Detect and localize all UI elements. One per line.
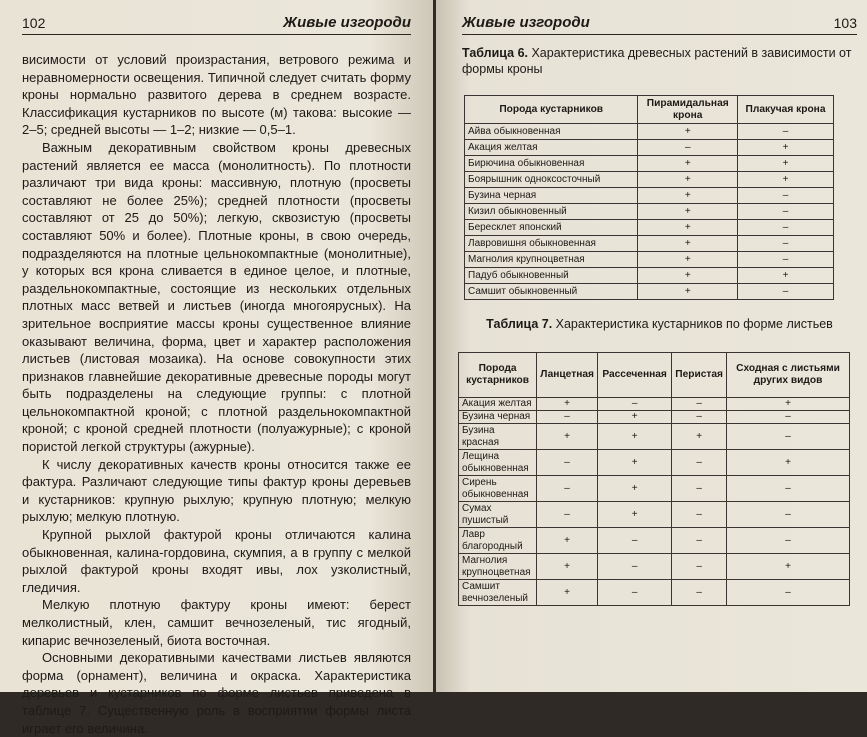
table-cell-mark: + [638,236,738,252]
table7-header: Рассеченная [597,353,671,398]
table-cell-mark: – [727,411,850,424]
table-row [459,411,850,424]
table-cell-mark: – [537,450,598,476]
table-cell-mark: – [727,580,850,606]
table-cell-mark: + [727,398,850,411]
table-cell-mark: + [638,252,738,268]
table-cell-name: Боярышник одноксосточный [465,172,638,188]
table-cell-mark: + [638,172,738,188]
table7 [458,352,850,606]
table-cell-name: Магнолия крупноцветная [465,252,638,268]
table-cell-name: Бирючина обыкновенная [465,156,638,172]
table6-body [465,124,834,300]
table-cell-mark: + [597,450,671,476]
table-row [459,502,850,528]
table-cell-mark: – [727,476,850,502]
table7-body [459,398,850,606]
table6-header: Пирамидальная крона [638,96,738,124]
paragraph: Крупной рыхлой фактурой кроны отличаются калина обыкновенная, калина-гордовина, скумпия, а в группу с мелкой рыхлой фактурой кроны входят ивы, лох узколистный, гледичия. [22,527,411,595]
paragraph: Важным декоративным свойством кроны древесных растений является ее масса (монолитность). По плотности различают три вида кроны: массивную, плотную (просветы составляют не более 25%); средней плотности (просветы составляют от 25 до 50%); легкую, сквозистую (просветы составляют 50% и более). Плотные кроны, в свою очередь, подразделяются на плотные цельнокомпактные (монолитные), у которых вся крона сливается в единое целое, и плотные, раздельнокомпактные, состоящие из нескольких отдельных плотных масс ветвей и листьев (иногда многоярусных). На зрительное восприятие массы кроны существенное влияние оказывают величина, форма, цвет и характер расположения листьев (листовая мозаика). На основе совокупности этих признаков главнейшие декоративные древесные породы могут быть подразделены на следующие группы: с плотной цельнокомпактной кроной; с плотной раздельнокомпактной кроной; с кроной средней плотности (полуажурные); с кроной пористой легкой структуры (ажурные). [22,139,411,455]
table6-caption [462,45,857,77]
table-cell-mark: + [738,140,834,156]
table-cell-mark: – [727,424,850,450]
table-cell-name: Сумах пушистый [459,502,537,528]
table-cell-mark: – [672,528,727,554]
table-cell-mark: – [727,528,850,554]
table-cell-name: Бузина красная [459,424,537,450]
table6 [464,95,834,300]
right-page-number: 103 [833,15,857,31]
paragraph: Основными декоративными качествами листьев являются форма (орнамент), величина и окраска. Характеристика деревьев и кустарников по форме листьев приведена в таблице 7. Существенную роль в восприятии формы листа играет его величина. [22,650,411,736]
table-cell-mark: – [672,411,727,424]
table-cell-mark: + [738,156,834,172]
table-cell-mark: – [537,476,598,502]
table-cell-mark: + [597,411,671,424]
table-row [459,424,850,450]
table6-header: Плакучая крона [738,96,834,124]
table-cell-name: Падуб обыкновенный [465,268,638,284]
table-cell-mark: – [738,252,834,268]
right-page [436,0,867,692]
paragraph: висимости от условий произрастания, ветрового режима и неравномерности освещения. Типичной следует считать форму кроны нормально развитого дерева в среднем возрасте. Классификация кустарников по высоте (м) такова: высокие — 2–5; средней высоты — 1–2; низкие — 0,5–1. [22,52,411,138]
table-cell-mark: + [672,424,727,450]
table-cell-mark: + [597,424,671,450]
table-cell-mark: – [537,411,598,424]
table-row [465,236,834,252]
table-cell-mark: + [597,476,671,502]
table-row [465,252,834,268]
left-running-title: Живые изгороди [283,14,411,31]
left-body-text [22,51,411,737]
table6-header: Порода кустарников [465,96,638,124]
table-cell-mark: – [597,528,671,554]
table-cell-mark: + [638,220,738,236]
table-row [465,284,834,300]
table-cell-mark: + [727,450,850,476]
table-row [465,268,834,284]
table-cell-name: Самшит вечнозеленый [459,580,537,606]
table-row [459,528,850,554]
table-row [459,398,850,411]
table-cell-name: Бересклет японский [465,220,638,236]
table-cell-mark: + [638,188,738,204]
table-cell-name: Лавровишня обыкновенная [465,236,638,252]
table7-caption [462,316,857,332]
table-cell-mark: – [738,284,834,300]
table-cell-mark: + [727,554,850,580]
table-cell-mark: – [537,502,598,528]
right-running-title: Живые изгороди [462,14,590,31]
table6-caption-label: Таблица 6. [462,46,528,60]
table-cell-mark: – [672,476,727,502]
table-cell-mark: – [672,398,727,411]
table-cell-mark: – [597,554,671,580]
table7-caption-label: Таблица 7. [486,317,553,331]
table-cell-mark: – [738,204,834,220]
table-row [459,450,850,476]
table-row [465,140,834,156]
table-cell-mark: + [537,424,598,450]
table7-header: Порода кустарников [459,353,537,398]
right-running-head [462,14,857,35]
table-cell-name: Бузина черная [465,188,638,204]
table-cell-mark: + [638,268,738,284]
table-cell-mark: + [638,124,738,140]
table-cell-name: Айва обыкновенная [465,124,638,140]
table-cell-name: Самшит обыкновенный [465,284,638,300]
paragraph: Мелкую плотную фактуру кроны имеют: берест мелколистный, клен, самшит вечнозеленый, тис ягодный, кипарис вечнозеленый, биота восточная. [22,597,411,648]
table-cell-name: Сирень обыкновенная [459,476,537,502]
table-cell-name: Акация желтая [465,140,638,156]
table-cell-mark: + [738,268,834,284]
table7-header: Ланцетная [537,353,598,398]
table-cell-mark: – [672,580,727,606]
table-cell-mark: – [727,502,850,528]
table-cell-mark: – [672,502,727,528]
table-cell-mark: – [672,554,727,580]
table-cell-mark: – [738,188,834,204]
table-cell-mark: + [638,156,738,172]
table-cell-mark: – [738,124,834,140]
left-page [0,0,433,736]
paragraph: К числу декоративных качеств кроны относится также ее фактура. Различают следующие типы фактур кроны деревьев и кустарников: крупную рыхлую; крупную плотную; мелкую рыхлую; мелкую плотную. [22,456,411,525]
left-running-head [22,14,411,35]
table-cell-name: Лавр благородный [459,528,537,554]
table-cell-mark: – [638,140,738,156]
table-cell-name: Магнолия крупноцветная [459,554,537,580]
table-cell-mark: + [537,528,598,554]
table-cell-name: Лещина обыкновенная [459,450,537,476]
table-cell-mark: – [738,220,834,236]
table-row [459,476,850,502]
table-row [459,554,850,580]
table-cell-name: Бузина черная [459,411,537,424]
table7-header: Перистая [672,353,727,398]
table-cell-mark: + [537,554,598,580]
table-cell-mark: – [672,450,727,476]
table-cell-mark: + [597,502,671,528]
table-cell-mark: + [738,172,834,188]
table-cell-mark: + [537,580,598,606]
table-row [465,172,834,188]
table-row [459,580,850,606]
table7-header: Сходная с листьями других видов [727,353,850,398]
left-page-number: 102 [22,15,46,31]
table-row [465,124,834,140]
table-cell-mark: – [597,398,671,411]
table-row [465,220,834,236]
table-cell-name: Акация желтая [459,398,537,411]
table7-caption-text: Характеристика кустарников по форме листьев [552,317,833,331]
table-row [465,156,834,172]
table-row [465,204,834,220]
table-cell-mark: – [597,580,671,606]
table-cell-mark: – [738,236,834,252]
table6-caption-text: Характеристика древесных растений в зависимости от формы кроны [462,46,852,76]
table-row [465,188,834,204]
table-cell-mark: + [638,204,738,220]
table-cell-name: Кизил обыкновенный [465,204,638,220]
table-cell-mark: + [638,284,738,300]
table-cell-mark: + [537,398,598,411]
